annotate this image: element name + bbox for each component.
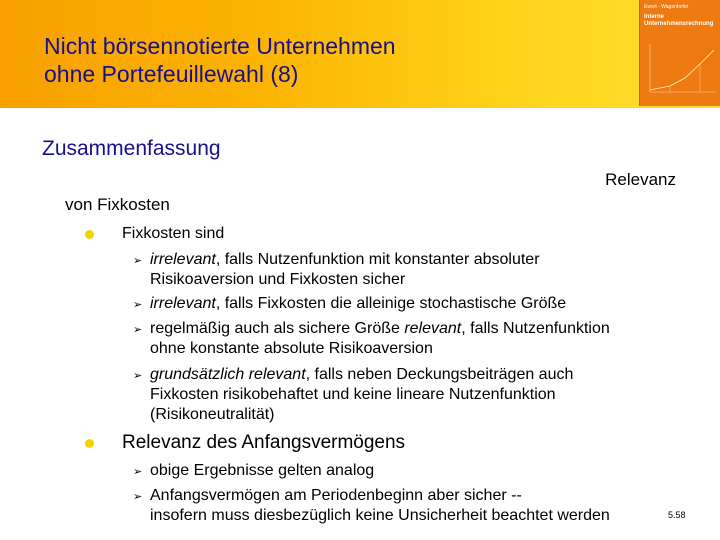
book-title-line-2: Unternehmensrechnung <box>644 21 714 27</box>
von-fixkosten-label: von Fixkosten <box>65 195 170 214</box>
subitem-2-2: Anfangsvermögen am Periodenbeginn aber sicher -- insofern muss diesbezüglich keine Unsicherheit beachtet werden <box>150 487 610 524</box>
subitem-2-1: obige Ergebnisse gelten analog <box>150 462 375 479</box>
section-title: Zusammenfassung <box>42 137 221 160</box>
bullet-dot <box>85 439 94 448</box>
arrow-bullet-icon: ➢ <box>133 491 143 503</box>
arrow-bullet-icon: ➢ <box>133 370 143 382</box>
page-number: 5.58 <box>668 510 686 520</box>
bullet-dot <box>85 230 94 239</box>
arrow-bullet-icon: ➢ <box>133 255 143 267</box>
relevanz-label: Relevanz <box>605 170 676 189</box>
subitem-1-3: regelmäßig auch als sichere Größe relevant, falls Nutzenfunktion ohne konstante absolute Risikoaversion <box>150 320 610 357</box>
book-cover-graph-icon <box>640 40 720 106</box>
subitem-1-2: irrelevant, falls Fixkosten die alleinige stochastische Größe <box>150 295 567 312</box>
item-1-label: Fixkosten sind <box>122 225 225 242</box>
arrow-bullet-icon: ➢ <box>133 299 143 311</box>
arrow-bullet-icon: ➢ <box>133 324 143 336</box>
arrow-bullet-icon: ➢ <box>133 466 143 478</box>
book-author: Ewert - Wagenhofer <box>644 4 689 10</box>
book-cover-logo <box>639 0 720 106</box>
title-line-2: ohne Portefeuillewahl (8) <box>44 61 299 87</box>
item-2-label: Relevanz des Anfangsvermögens <box>122 432 406 453</box>
title-line-1: Nicht börsennotierte Unternehmen <box>44 33 396 59</box>
slide-title <box>44 32 396 88</box>
book-title-line-1: Interne <box>644 14 665 20</box>
subitem-1-4: grundsätzlich relevant, falls neben Deckungsbeiträgen auch Fixkosten risikobehaftet und keine lineare Nutzenfunktion (Risikoneutralität) <box>150 366 574 423</box>
subitem-1-1: irrelevant, falls Nutzenfunktion mit konstanter absoluter Risikoaversion und Fixkosten sicher <box>150 251 540 288</box>
